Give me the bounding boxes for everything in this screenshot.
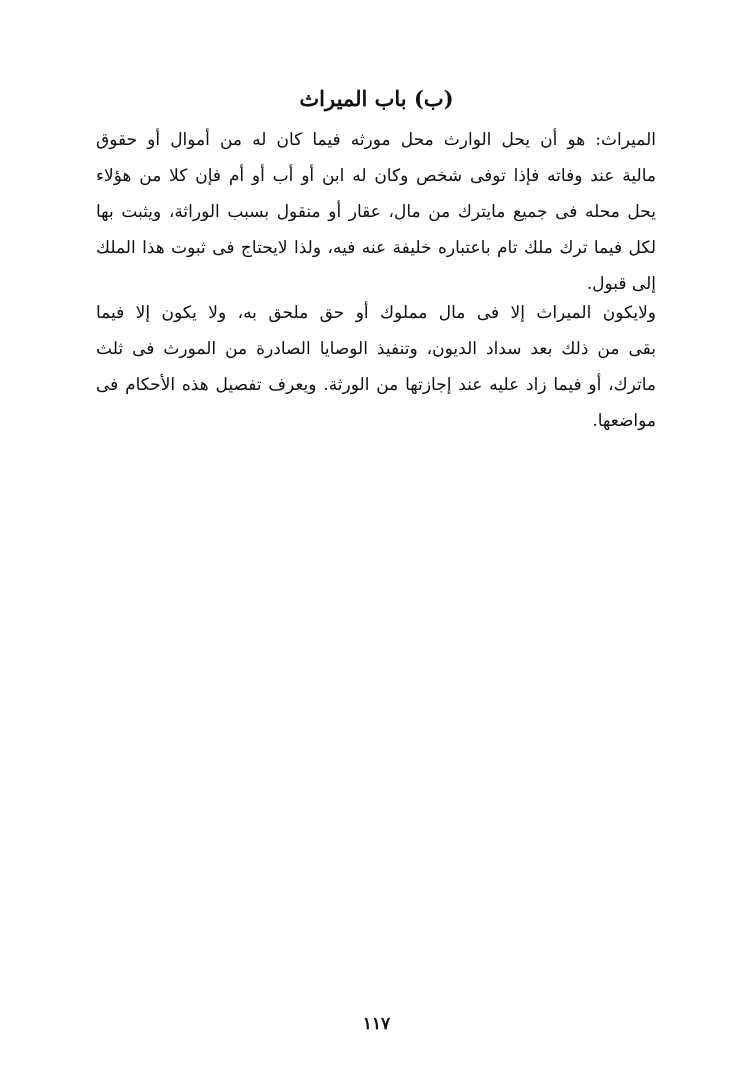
paragraph-line: لكل فيما ترك ملك تام باعتباره خليفة عنه فيه، ولذا لايحتاج فى ثبوت هذا الملك xyxy=(96,238,656,258)
paragraph-line: مالية عند وفاته فإذا توفى شخص وكان له ابن أو أب أو أم فإن كلا من هؤلاء xyxy=(96,166,656,186)
paragraph-line: إلى قبول. xyxy=(586,274,656,294)
paragraph-line: ماترك، أو فيما زاد عليه عند إجازتها من الورثة. ويعرف تفصيل هذه الأحكام فى xyxy=(96,375,656,395)
paragraph-line: ولايكون الميراث إلا فى مال مملوك أو حق ملحق به، ولا يكون إلا فيما xyxy=(96,303,656,323)
paragraph-inheritance-conditions xyxy=(96,295,656,439)
paragraph-inheritance-definition xyxy=(96,122,656,302)
section-heading: (ب) باب الميراث xyxy=(299,86,454,111)
paragraph-line: الميراث: هو أن يحل الوارث محل مورثه فيما كان له من أموال أو حقوق xyxy=(96,130,656,150)
paragraph-line: يحل محله فى جميع مايترك من مال، عقار أو منقول بسبب الوراثة، ويثبت بها xyxy=(96,202,656,222)
paragraph-line: مواضعها. xyxy=(592,411,656,431)
page-number: ١١٧ xyxy=(362,1014,391,1034)
paragraph-line: بقى من ذلك بعد سداد الديون، وتنفيذ الوصايا الصادرة من المورث فى ثلث xyxy=(96,339,656,359)
